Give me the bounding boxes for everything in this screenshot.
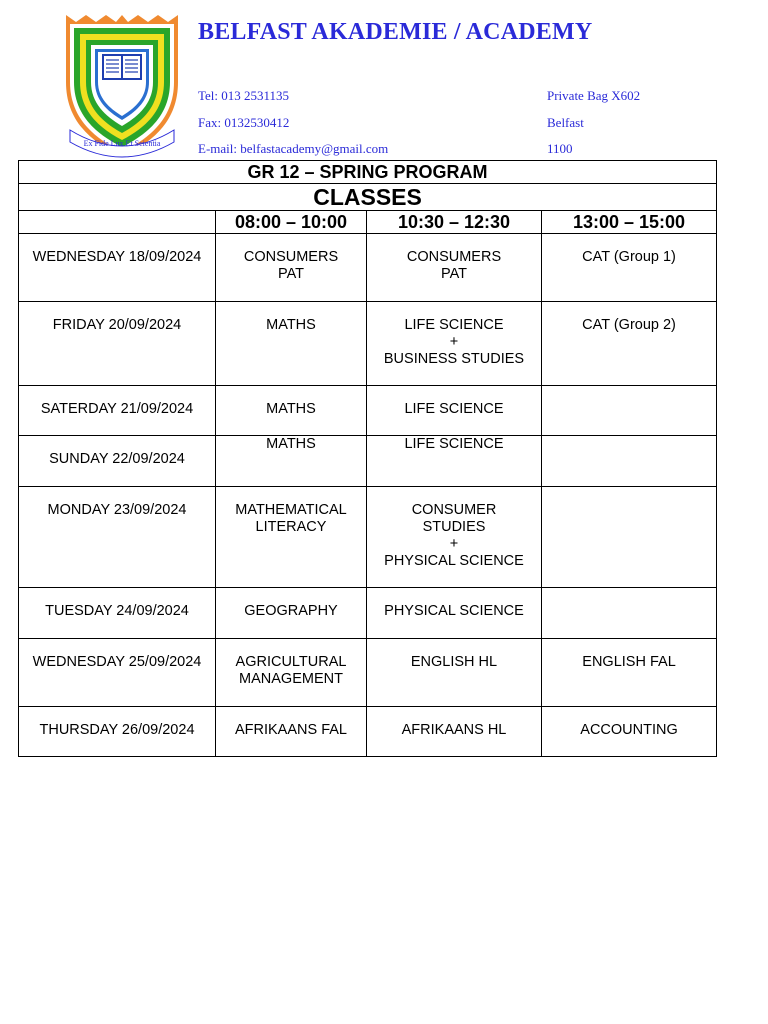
address-line-2: Belfast <box>547 115 584 130</box>
day-date-cell <box>19 386 216 436</box>
subject-cell <box>216 588 367 639</box>
subject-cell <box>216 639 367 707</box>
time-slot-header: 13:00 – 15:00 <box>542 211 717 234</box>
subject-cell <box>542 436 717 487</box>
subject-label: CONSUMER <box>411 502 497 518</box>
day-date-label: SUNDAY 22/09/2024 <box>49 451 185 467</box>
subject-cell <box>542 302 717 386</box>
day-column-header <box>19 211 216 234</box>
subject-label: MATHS <box>266 401 316 417</box>
school-name: BELFAST AKADEMIE / ACADEMY <box>198 19 593 45</box>
subject-label: PAT <box>277 266 305 282</box>
subject-label: ACCOUNTING <box>580 722 678 738</box>
address-line-3: 1100 <box>547 141 573 156</box>
subject-label: MATHS <box>266 317 316 333</box>
subject-cell <box>542 707 717 757</box>
subject-cell <box>367 639 542 707</box>
subject-label: STUDIES <box>422 519 486 535</box>
subject-label: ENGLISH HL <box>410 654 498 670</box>
subject-label: CAT (Group 1) <box>582 249 676 265</box>
classes-heading: CLASSES <box>19 184 717 211</box>
school-crest-logo <box>62 12 182 160</box>
subject-label: PHYSICAL SCIENCE <box>384 603 524 619</box>
subject-cell <box>542 234 717 302</box>
table-row <box>19 436 717 487</box>
day-date-cell <box>19 302 216 386</box>
day-date-cell <box>19 588 216 639</box>
time-slot-header: 08:00 – 10:00 <box>216 211 367 234</box>
day-date-label: WEDNESDAY 25/09/2024 <box>32 654 202 670</box>
subject-cell <box>216 707 367 757</box>
subject-cell <box>367 588 542 639</box>
subject-label: MATHS <box>266 436 316 452</box>
day-date-label: TUESDAY 24/09/2024 <box>45 603 189 619</box>
subject-label: LIFE SCIENCE <box>404 436 504 452</box>
table-row <box>19 707 717 757</box>
phone-number: Tel: 013 2531135 <box>198 88 290 103</box>
subject-label: LIFE SCIENCE <box>404 317 504 333</box>
subject-label: LITERACY <box>255 519 327 535</box>
subject-cell <box>367 302 542 386</box>
subject-cell <box>216 487 367 588</box>
subject-label: + <box>449 334 459 350</box>
subject-label: CONSUMERS <box>243 249 339 265</box>
subject-cell <box>216 386 367 436</box>
day-date-cell <box>19 234 216 302</box>
day-date-label: MONDAY 23/09/2024 <box>47 502 187 518</box>
subject-label: AGRICULTURAL <box>235 654 347 670</box>
day-date-label: THURSDAY 26/09/2024 <box>39 722 195 738</box>
subject-cell <box>367 707 542 757</box>
subject-label: CAT (Group 2) <box>582 317 676 333</box>
subject-cell <box>367 487 542 588</box>
subject-label: CONSUMERS <box>406 249 502 265</box>
subject-cell <box>542 588 717 639</box>
subject-cell <box>216 436 367 487</box>
subject-label: PHYSICAL SCIENCE <box>384 553 524 569</box>
subject-label: ENGLISH FAL <box>582 654 676 670</box>
subject-label: + <box>449 536 459 552</box>
table-row <box>19 639 717 707</box>
subject-label: PAT <box>440 266 468 282</box>
subject-label: MANAGEMENT <box>239 671 343 687</box>
subject-cell <box>367 386 542 436</box>
email-address: E-mail: belfastacademy@gmail.com <box>198 141 389 156</box>
table-row <box>19 588 717 639</box>
day-date-label: SATERDAY 21/09/2024 <box>40 401 194 417</box>
subject-label: GEOGRAPHY <box>244 603 338 619</box>
day-date-cell <box>19 639 216 707</box>
subject-cell <box>216 234 367 302</box>
class-timetable <box>18 160 717 757</box>
subject-cell <box>367 436 542 487</box>
subject-label: BUSINESS STUDIES <box>383 351 525 367</box>
time-slot-header: 10:30 – 12:30 <box>367 211 542 234</box>
fax-number: Fax: 0132530412 <box>198 115 290 130</box>
program-title: GR 12 – SPRING PROGRAM <box>19 161 717 184</box>
timetable-body <box>19 234 717 757</box>
subject-cell <box>542 487 717 588</box>
table-row <box>19 234 717 302</box>
subject-cell <box>542 639 717 707</box>
subject-cell <box>367 234 542 302</box>
subject-label: MATHEMATICAL <box>235 502 347 518</box>
crest-motto: Ex Fide Lux Et Scientia <box>83 139 161 148</box>
subject-label: AFRIKAANS HL <box>401 722 507 738</box>
day-date-label: FRIDAY 20/09/2024 <box>52 317 182 333</box>
table-row <box>19 302 717 386</box>
day-date-label: WEDNESDAY 18/09/2024 <box>32 249 202 265</box>
day-date-cell <box>19 707 216 757</box>
address-line-1: Private Bag X602 <box>547 88 641 103</box>
table-row <box>19 386 717 436</box>
day-date-cell <box>19 487 216 588</box>
subject-label: AFRIKAANS FAL <box>234 722 347 738</box>
subject-label: LIFE SCIENCE <box>404 401 504 417</box>
subject-cell <box>216 302 367 386</box>
day-date-cell <box>19 436 216 487</box>
table-row <box>19 487 717 588</box>
subject-cell <box>542 386 717 436</box>
